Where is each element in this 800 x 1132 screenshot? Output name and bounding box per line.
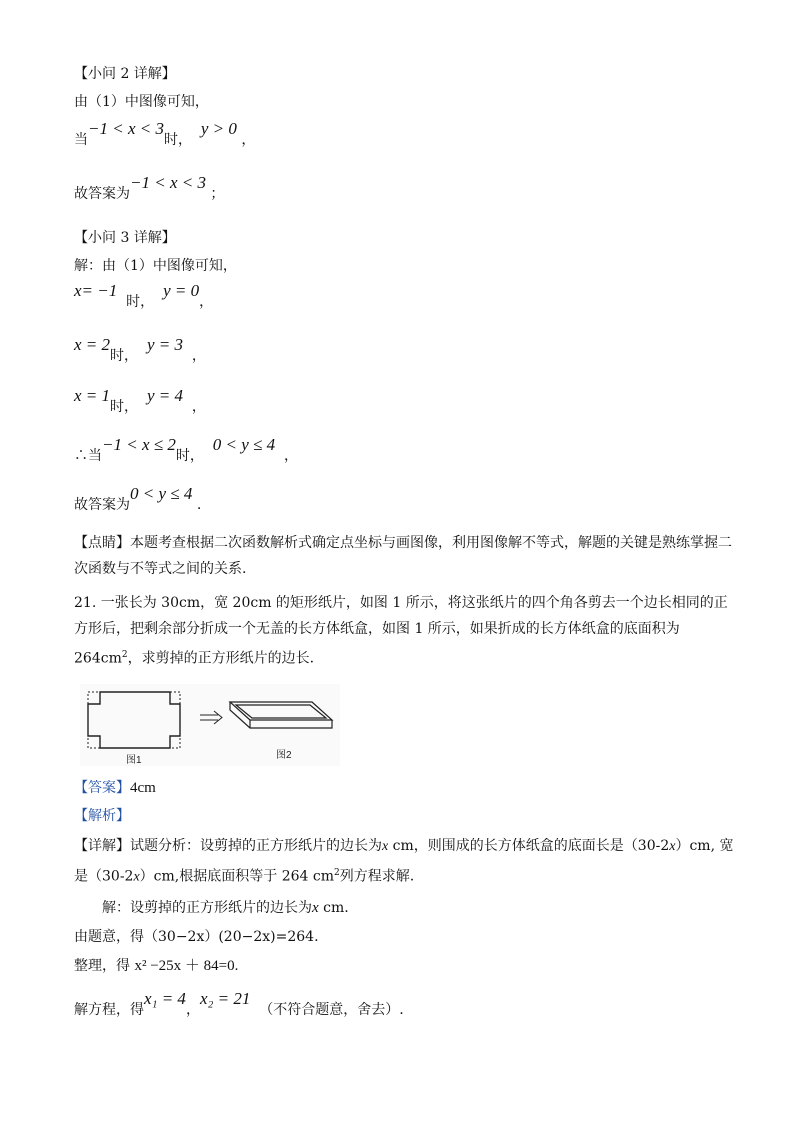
answer-value: 4cm <box>130 780 156 796</box>
detail-x2: x <box>669 839 676 854</box>
q3-r1-end: ， <box>199 294 214 310</box>
q3-r2-y: y = 3 <box>146 335 183 354</box>
sol-line1 <box>102 899 349 917</box>
sol-line2: 由题意，得（30−2x）(20−2x)=264. <box>74 929 319 945</box>
q2-semicolon: ； <box>210 186 225 202</box>
q21-figure-svg <box>80 684 340 766</box>
q3-row4 <box>74 435 298 465</box>
q3-row1 <box>74 281 214 311</box>
detail-mid2: ）cm, 宽是（30-2 <box>74 838 734 885</box>
q3-r4-y: 0 < y ≤ 4 <box>212 435 276 454</box>
sol-line3 <box>74 957 238 975</box>
figure1-label: 图1 <box>126 755 142 766</box>
sol3-text: 整理，得 <box>74 958 135 974</box>
detail-sup: 2 <box>333 868 340 878</box>
sol4-text: 解方程，得 <box>74 1002 144 1018</box>
q3-r3-y: y = 4 <box>146 386 183 405</box>
q3-r4-inequality: −1 < x ≤ 2 <box>102 435 176 454</box>
q3-row5 <box>74 484 202 514</box>
q21-stem-sup: 2 <box>121 650 128 660</box>
q21-figure <box>80 684 340 766</box>
sol4-x2: x₂ = 21 <box>199 989 251 1008</box>
q3-r3-end: ， <box>191 399 206 415</box>
q3-r3-when: 时， <box>110 399 139 415</box>
q21-detail <box>74 833 736 891</box>
q2-time-text: 时， <box>163 132 192 148</box>
q21-stem-end: ，求剪掉的正方形纸片的边长. <box>127 650 315 667</box>
sol1-unit: cm. <box>318 900 349 916</box>
q3-heading: 【小问 3 详解】 <box>74 230 176 246</box>
sol4-note: （不符合题意，舍去）. <box>259 1002 404 1018</box>
comment-paragraph: 【点睛】本题考查根据二次函数解析式确定点坐标与画图像，利用图像解不等式，解题的关键是熟练掌握二次函数与不等式之间的关系. <box>74 535 732 577</box>
q3-r2-x: x = 2 <box>74 335 111 354</box>
q3-r1-when: 时， <box>126 294 155 310</box>
q2-answer-line <box>74 173 225 203</box>
q3-r1-y: y = 0 <box>163 281 200 300</box>
q2-answer-inequality: −1 < x < 3 <box>130 173 206 192</box>
q2-heading: 【小问 2 详解】 <box>74 66 176 82</box>
q2-answer-text: 故答案为 <box>74 186 130 202</box>
q3-r2-end: ， <box>191 348 206 364</box>
detail-x3: x <box>133 869 140 885</box>
q3-r5-answer-text: 故答案为 <box>74 497 130 513</box>
q3-r4-when: 时， <box>175 448 204 464</box>
q3-r5-end: . <box>196 497 202 513</box>
sol4-comma: ， <box>185 1002 200 1018</box>
q3-r1-x: x= −1 <box>74 281 118 300</box>
q21-answer-line <box>74 779 156 797</box>
analysis-tag: 【解析】 <box>74 808 130 824</box>
q3-r5-inequality: 0 < y ≤ 4 <box>130 484 193 503</box>
q3-r2-when: 时， <box>110 348 139 364</box>
detail-x: x <box>382 839 389 854</box>
q2-line1: 由（1）中图像可知， <box>74 94 209 110</box>
detail-mid3: ）cm,根据底面积等于 264 cm <box>139 868 334 885</box>
figure2-box <box>230 702 332 728</box>
detail-end: 列方程求解. <box>339 868 415 885</box>
q3-row2 <box>74 335 206 365</box>
q3-r3-x: x = 1 <box>74 386 111 405</box>
sol1-text: 解：设剪掉的正方形纸片的边长为 <box>102 900 312 916</box>
detail-text: 【详解】试题分析：设剪掉的正方形纸片的边长为 <box>74 838 382 854</box>
figure2-label: 图2 <box>276 750 292 761</box>
q2-inequality: −1 < x < 3 <box>88 119 164 138</box>
answer-tag: 【答案】 <box>74 780 130 796</box>
q2-when-text: 当 <box>74 132 88 148</box>
q3-row3 <box>74 386 206 416</box>
detail-mid1: cm，则围成的长方体纸盒的底面长是（30-2 <box>388 838 670 854</box>
sol1-x: x <box>312 900 319 916</box>
sol4-x1: x₁ = 4 <box>144 989 186 1008</box>
figure1-paper <box>88 692 180 748</box>
sol3-equation: x² −25x ＋ 84=0. <box>134 958 239 974</box>
double-arrow-icon <box>200 711 222 724</box>
q3-r4-therefore: ∴当 <box>74 448 102 464</box>
sol-line4 <box>74 989 404 1019</box>
q3-r4-end: ， <box>284 448 298 464</box>
q21-stem-text: 21. 一张长为 30cm，宽 20cm 的矩形纸片，如图 1 所示，将这张纸片的四个角各剪去一个边长相同的正方形后，把剩余部分折成一个无盖的长方体纸盒，如图 1 所示，如果折成的长方体纸盒的底面积为 264cm <box>74 595 728 667</box>
q3-line1: 解：由（1）中图像可知， <box>74 258 237 274</box>
q2-comma: ， <box>241 132 256 148</box>
q2-line2 <box>74 119 256 149</box>
q2-y-condition: y > 0 <box>200 119 237 138</box>
q21-stem <box>74 590 736 672</box>
